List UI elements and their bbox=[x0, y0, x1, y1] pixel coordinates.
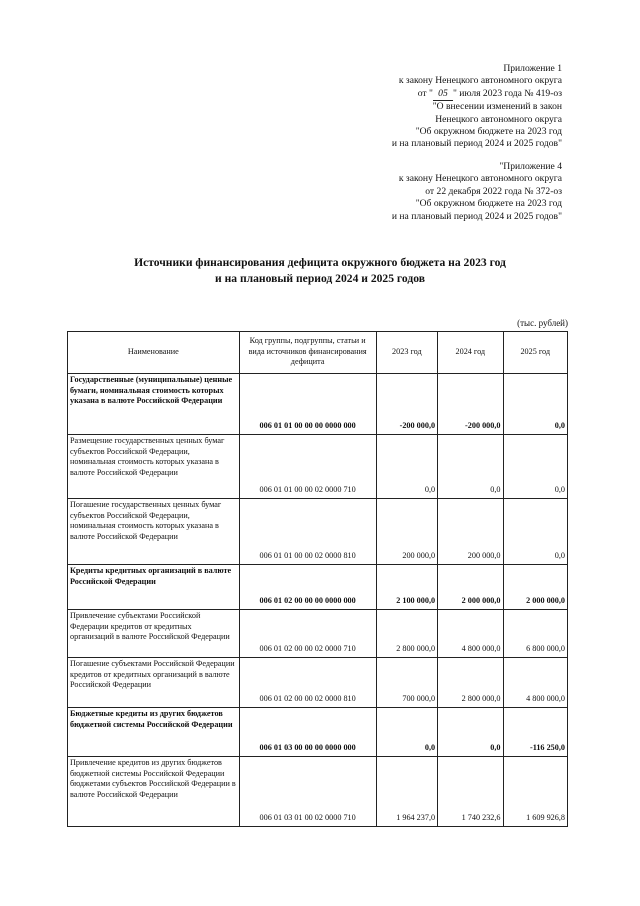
cell-name: Государственные (муниципальные) ценные бумаги, номинальная стоимость которых указана в валюте Российской Федерации bbox=[68, 374, 240, 435]
header-name: Наименование bbox=[68, 332, 240, 374]
cell-2023: 2 100 000,0 bbox=[376, 565, 437, 610]
cell-name: Привлечение кредитов из других бюджетов бюджетной системы Российской Федерации бюджетами субъектов Российской Федерации в валюте Российской Федерации bbox=[68, 757, 240, 827]
table-row bbox=[68, 708, 568, 757]
appendix-1-header bbox=[392, 63, 562, 151]
cell-name: Привлечение субъектами Российской Федерации кредитов от кредитных организаций в валюте Российской Федерации bbox=[68, 610, 240, 658]
units-label: (тыс. рублей) bbox=[517, 318, 568, 328]
table-row bbox=[68, 610, 568, 658]
table-row bbox=[68, 658, 568, 708]
cell-2023: 200 000,0 bbox=[376, 499, 437, 565]
cell-2025: 2 000 000,0 bbox=[503, 565, 567, 610]
cell-2025: 4 800 000,0 bbox=[503, 658, 567, 708]
table-row bbox=[68, 499, 568, 565]
cell-name: Кредиты кредитных организаций в валюте Российской Федерации bbox=[68, 565, 240, 610]
cell-2023: 1 964 237,0 bbox=[376, 757, 437, 827]
cell-name: Погашение субъектами Российской Федерации кредитов от кредитных организаций в валюте Российской Федерации bbox=[68, 658, 240, 708]
appendix-4-line: от 22 декабря 2022 года № 372-оз bbox=[425, 185, 562, 197]
cell-code: 006 01 02 00 00 02 0000 810 bbox=[239, 658, 376, 708]
date-prefix: от " bbox=[417, 87, 433, 99]
cell-code: 006 01 02 00 00 00 0000 000 bbox=[239, 565, 376, 610]
table-row bbox=[68, 374, 568, 435]
cell-2024: 0,0 bbox=[438, 708, 503, 757]
header-code: Код группы, подгруппы, статьи и вида источников финансирования дефицита bbox=[239, 332, 376, 374]
appendix-4-line: к закону Ненецкого автономного округа bbox=[398, 173, 562, 185]
cell-code: 006 01 01 00 00 02 0000 710 bbox=[239, 435, 376, 499]
appendix-4-line: "Об окружном бюджете на 2023 год bbox=[415, 198, 562, 210]
header-2025: 2025 год bbox=[503, 332, 567, 374]
cell-2023: -200 000,0 bbox=[376, 374, 437, 435]
cell-2024: 2 000 000,0 bbox=[438, 565, 503, 610]
cell-2023: 700 000,0 bbox=[376, 658, 437, 708]
table-row bbox=[68, 565, 568, 610]
cell-2025: 0,0 bbox=[503, 499, 567, 565]
header-2024: 2024 год bbox=[438, 332, 503, 374]
cell-code: 006 01 01 00 00 02 0000 810 bbox=[239, 499, 376, 565]
table-header-row bbox=[68, 332, 568, 374]
cell-2024: 200 000,0 bbox=[438, 499, 503, 565]
appendix-1-line: к закону Ненецкого автономного округа bbox=[398, 75, 562, 87]
cell-code: 006 01 02 00 00 02 0000 710 bbox=[239, 610, 376, 658]
document-title bbox=[0, 255, 640, 287]
cell-2024: 1 740 232,6 bbox=[438, 757, 503, 827]
handwritten-day: 05 bbox=[433, 88, 453, 101]
appendix-4-line: и на плановый период 2024 и 2025 годов" bbox=[391, 210, 562, 222]
cell-code: 006 01 03 00 00 00 0000 000 bbox=[239, 708, 376, 757]
cell-2024: 2 800 000,0 bbox=[438, 658, 503, 708]
cell-2025: 1 609 926,8 bbox=[503, 757, 567, 827]
appendix-1-line: Ненецкого автономного округа bbox=[435, 113, 562, 125]
date-suffix: " июля 2023 года № 419-оз bbox=[452, 87, 562, 99]
appendix-4-header bbox=[392, 161, 562, 223]
cell-2025: 0,0 bbox=[503, 374, 567, 435]
cell-name: Бюджетные кредиты из других бюджетов бюджетной системы Российской Федерации bbox=[68, 708, 240, 757]
cell-2024: 0,0 bbox=[438, 435, 503, 499]
appendix-1-line: "Об окружном бюджете на 2023 год bbox=[415, 126, 562, 138]
appendix-1-line: "О внесении изменений в закон bbox=[432, 101, 562, 113]
table-row bbox=[68, 757, 568, 827]
appendix-4-line: "Приложение 4 bbox=[499, 161, 562, 172]
title-line-2: и на плановый период 2024 и 2025 годов bbox=[214, 272, 426, 285]
cell-name: Размещение государственных ценных бумаг субъектов Российской Федерации, номинальная стоимость которых указана в валюте Российской Федерации bbox=[68, 435, 240, 499]
appendix-1-line: и на плановый период 2024 и 2025 годов" bbox=[391, 138, 562, 150]
cell-2024: 4 800 000,0 bbox=[438, 610, 503, 658]
cell-2025: 0,0 bbox=[503, 435, 567, 499]
cell-2023: 0,0 bbox=[376, 708, 437, 757]
title-line-1: Источники финансирования дефицита окружного бюджета на 2023 год bbox=[134, 256, 506, 269]
table-row bbox=[68, 435, 568, 499]
appendix-1-line: Приложение 1 bbox=[503, 63, 562, 74]
header-2023: 2023 год bbox=[376, 332, 437, 374]
cell-2023: 2 800 000,0 bbox=[376, 610, 437, 658]
cell-2023: 0,0 bbox=[376, 435, 437, 499]
financing-sources-table bbox=[67, 331, 568, 827]
cell-name: Погашение государственных ценных бумаг субъектов Российской Федерации, номинальная стоимость которых указана в валюте Российской Федерации bbox=[68, 499, 240, 565]
appendix-1-date-line bbox=[392, 88, 562, 101]
cell-2024: -200 000,0 bbox=[438, 374, 503, 435]
cell-code: 006 01 01 00 00 00 0000 000 bbox=[239, 374, 376, 435]
cell-code: 006 01 03 01 00 02 0000 710 bbox=[239, 757, 376, 827]
cell-2025: 6 800 000,0 bbox=[503, 610, 567, 658]
cell-2025: -116 250,0 bbox=[503, 708, 567, 757]
